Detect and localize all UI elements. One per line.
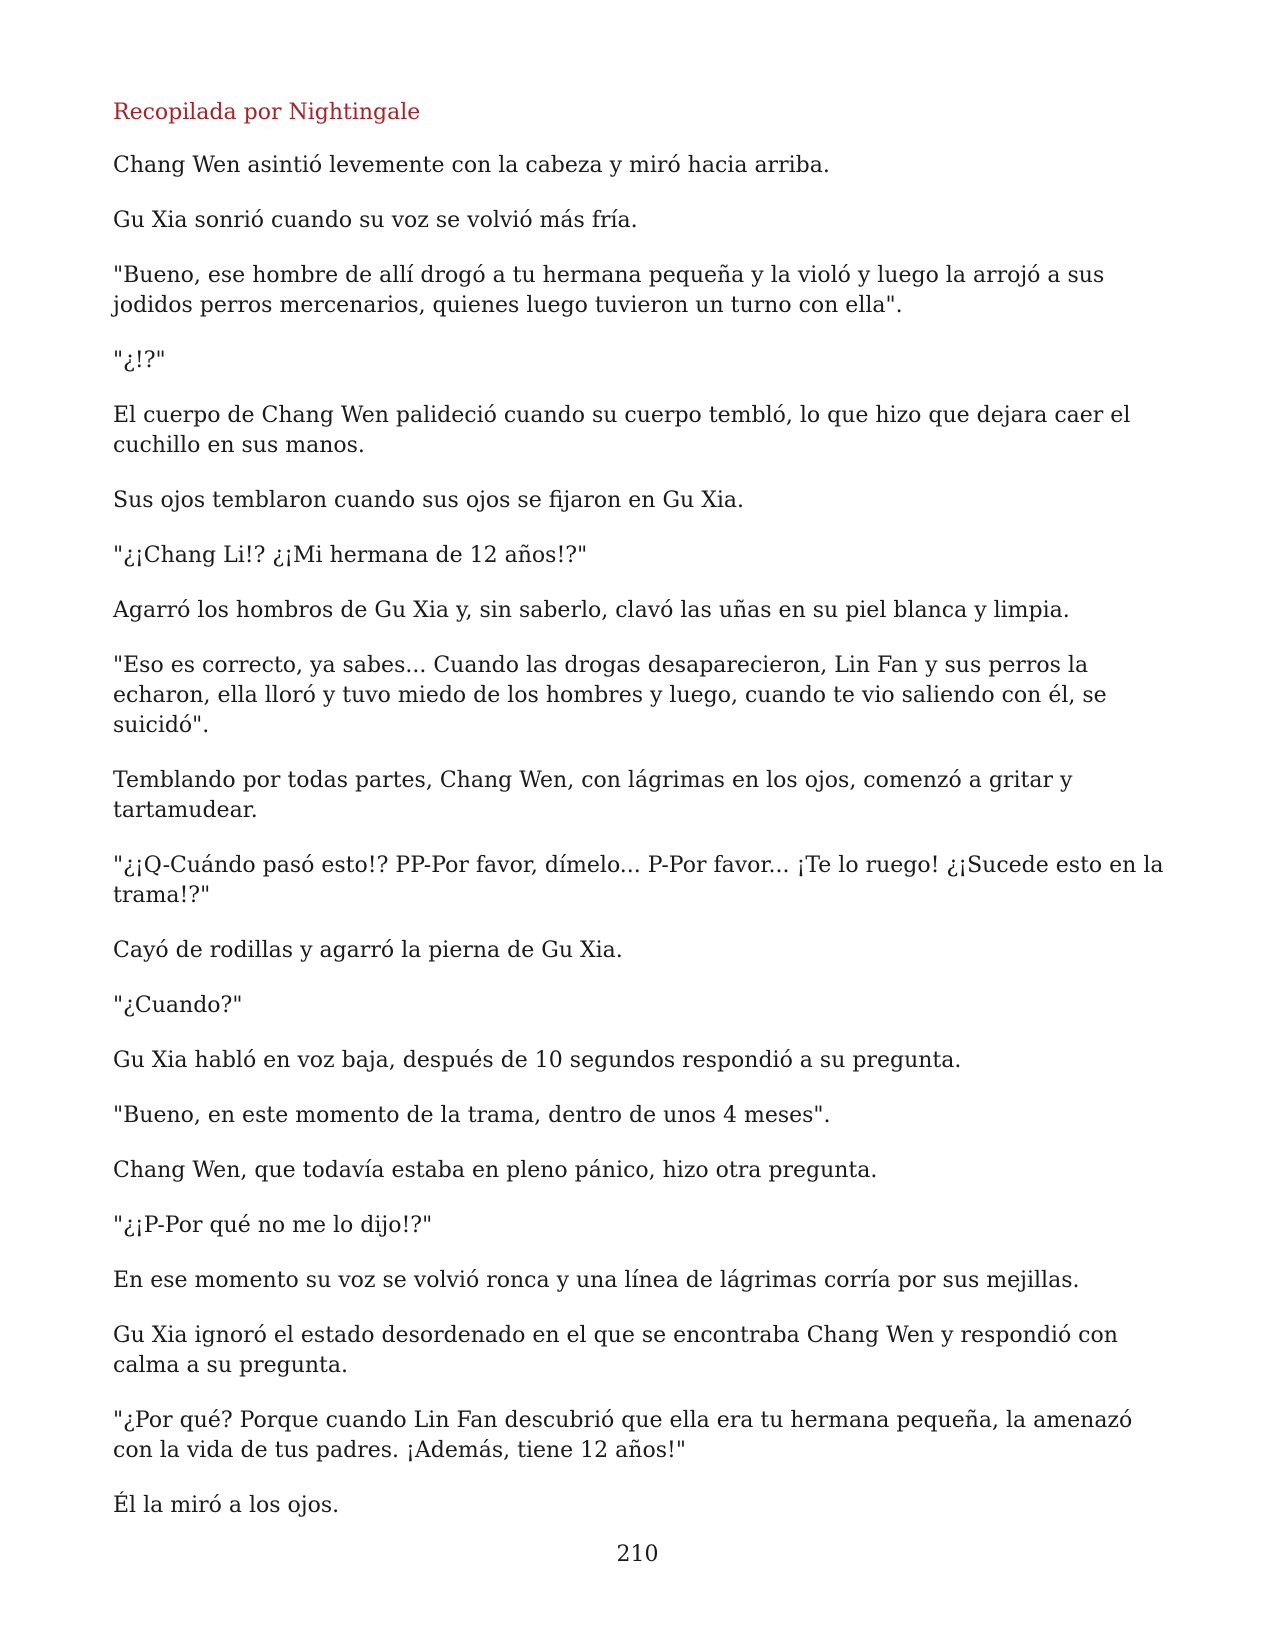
paragraph: En ese momento su voz se volvió ronca y una línea de lágrimas corría por sus mejillas.	[113, 1268, 1080, 1293]
paragraph: "Eso es correcto, ya sabes... Cuando las drogas desaparecieron, Lin Fan y sus perros la echaron, ella lloró y tuvo miedo de los hombres y luego, cuando te vio saliendo con él, se suicidó".	[113, 653, 1107, 738]
paragraph: "¿¡Chang Li!? ¿¡Mi hermana de 12 años!?"	[113, 543, 588, 568]
compiler-header: Recopilada por Nightingale	[113, 100, 421, 125]
paragraph: El cuerpo de Chang Wen palideció cuando su cuerpo tembló, lo que hizo que dejara caer el cuchillo en sus manos.	[113, 403, 1131, 458]
paragraph: Él la miró a los ojos.	[113, 1493, 340, 1518]
paragraph: Temblando por todas partes, Chang Wen, con lágrimas en los ojos, comenzó a gritar y tartamudear.	[113, 768, 1073, 823]
paragraph: "¿Por qué? Porque cuando Lin Fan descubrió que ella era tu hermana pequeña, la amenazó con la vida de tus padres. ¡Además, tiene 12 años!"	[113, 1408, 1133, 1463]
paragraph: "¿!?"	[113, 348, 166, 373]
paragraph: "¿Cuando?"	[113, 993, 243, 1018]
page-number: 210	[616, 1542, 659, 1567]
paragraph: Gu Xia habló en voz baja, después de 10 segundos respondió a su pregunta.	[113, 1048, 962, 1073]
paragraph: Gu Xia ignoró el estado desordenado en el que se encontraba Chang Wen y respondió con calma a su pregunta.	[113, 1323, 1118, 1378]
paragraph: "¿¡Q-Cuándo pasó esto!? PP-Por favor, dímelo... P-Por favor... ¡Te lo ruego! ¿¡Sucede esto en la trama!?"	[113, 853, 1164, 908]
paragraph: "Bueno, en este momento de la trama, dentro de unos 4 meses".	[113, 1103, 831, 1128]
paragraph: Cayó de rodillas y agarró la pierna de Gu Xia.	[113, 938, 623, 963]
paragraph: Agarró los hombros de Gu Xia y, sin saberlo, clavó las uñas en su piel blanca y limpia.	[113, 598, 1070, 623]
paragraph: "¿¡P-Por qué no me lo dijo!?"	[113, 1213, 433, 1238]
paragraph: Sus ojos temblaron cuando sus ojos se fijaron en Gu Xia.	[113, 488, 744, 513]
paragraph: Gu Xia sonrió cuando su voz se volvió más fría.	[113, 208, 638, 233]
page-content	[113, 98, 1173, 1546]
paragraph: Chang Wen, que todavía estaba en pleno pánico, hizo otra pregunta.	[113, 1158, 878, 1183]
paragraph: "Bueno, ese hombre de allí drogó a tu hermana pequeña y la violó y luego la arrojó a sus jodidos perros mercenarios, quienes luego tuvieron un turno con ella".	[113, 263, 1105, 318]
paragraph: Chang Wen asintió levemente con la cabeza y miró hacia arriba.	[113, 153, 830, 178]
